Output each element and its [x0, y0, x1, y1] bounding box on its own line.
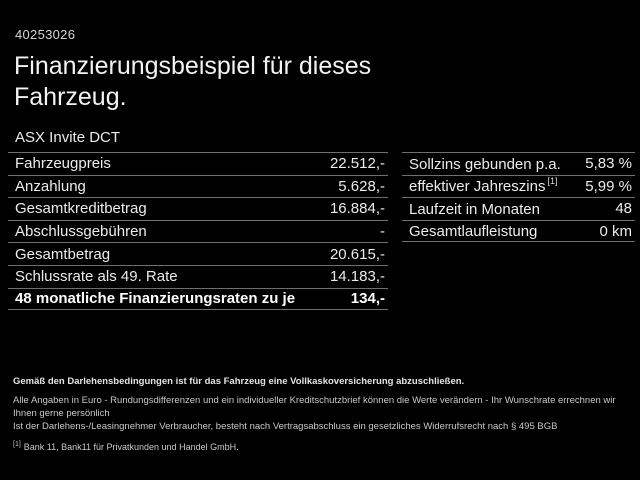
page-title: [14, 51, 371, 113]
table-row-sollzins: [402, 152, 635, 175]
row-value: 5,99 %: [585, 177, 632, 195]
table-row-schlussrate: [8, 265, 388, 288]
table-row-anzahlung: [8, 175, 388, 198]
footnote-text: Bank 11, Bank11 für Privatkunden und Handel GmbH.: [23, 442, 239, 452]
disclaimer-line-2: Ist der Darlehens-/Leasingnehmer Verbraucher, besteht nach Vertragsabschluss ein gesetzliches Widerrufsrecht nach § 495 BGB: [13, 421, 558, 432]
row-value: -: [380, 223, 385, 241]
row-value: 16.884,-: [329, 200, 385, 218]
row-label: effektiver Jahreszins [1]: [409, 176, 558, 196]
table-row-gesamtlaufleistung: [402, 220, 635, 243]
table-row-gesamtbetrag: [8, 242, 388, 265]
row-label: Schlussrate als 49. Rate: [15, 268, 178, 286]
footnote-marker: [1]: [13, 441, 21, 448]
row-label: Sollzins gebunden p.a.: [409, 155, 561, 173]
page-title-line1: Finanzierungsbeispiel für dieses: [14, 52, 372, 80]
row-value: 14.183,-: [329, 268, 385, 286]
insurance-note: Gemäß den Darlehensbedingungen ist für das Fahrzeug eine Vollkaskoversicherung abzuschließen.: [13, 376, 465, 387]
vehicle-listing-id: 40253026: [15, 27, 76, 42]
row-label: Anzahlung: [15, 177, 86, 195]
row-label: Fahrzeugpreis: [15, 155, 111, 173]
row-value: 5,83 %: [585, 155, 632, 173]
row-label: Abschlussgebühren: [15, 223, 147, 241]
model-name: ASX Invite DCT: [15, 129, 121, 146]
page-title-line2: Fahrzeug.: [14, 83, 127, 111]
row-label: 48 monatliche Finanzierungsraten zu je: [15, 290, 296, 308]
row-value: 48: [615, 200, 632, 218]
row-value: 22.512,-: [329, 155, 385, 173]
footer-disclaimer: [13, 376, 631, 452]
row-label: Gesamtkreditbetrag: [15, 200, 147, 218]
footnote-marker: [1]: [547, 176, 558, 187]
row-value: 0 km: [599, 222, 632, 240]
row-value: 134,-: [350, 290, 385, 308]
row-value: 20.615,-: [329, 245, 385, 263]
table-row-laufzeit: [402, 197, 635, 220]
row-label: Laufzeit in Monaten: [409, 200, 540, 218]
finance-details-table: [8, 152, 388, 310]
table-row-monthly-rate-total: [8, 288, 388, 311]
disclaimer-line-1: Alle Angaben in Euro - Rundungsdifferenzen und ein individueller Kreditschutzbrief können die Werte verändern - Ihr Wunschrate errechnen wir Ihnen gerne persönlich: [13, 395, 616, 419]
row-label: Gesamtlaufleistung: [409, 223, 538, 241]
table-row-effektiver-jahreszins: [402, 175, 635, 198]
row-value: 5.628,-: [338, 177, 385, 195]
row-label: Gesamtbetrag: [15, 245, 111, 263]
table-row-gesamtkreditbetrag: [8, 197, 388, 220]
interest-details-table: [402, 152, 635, 242]
bank-footnote: [13, 441, 631, 452]
table-row-fahrzeugpreis: [8, 152, 388, 175]
table-row-abschlussgebuehren: [8, 220, 388, 243]
